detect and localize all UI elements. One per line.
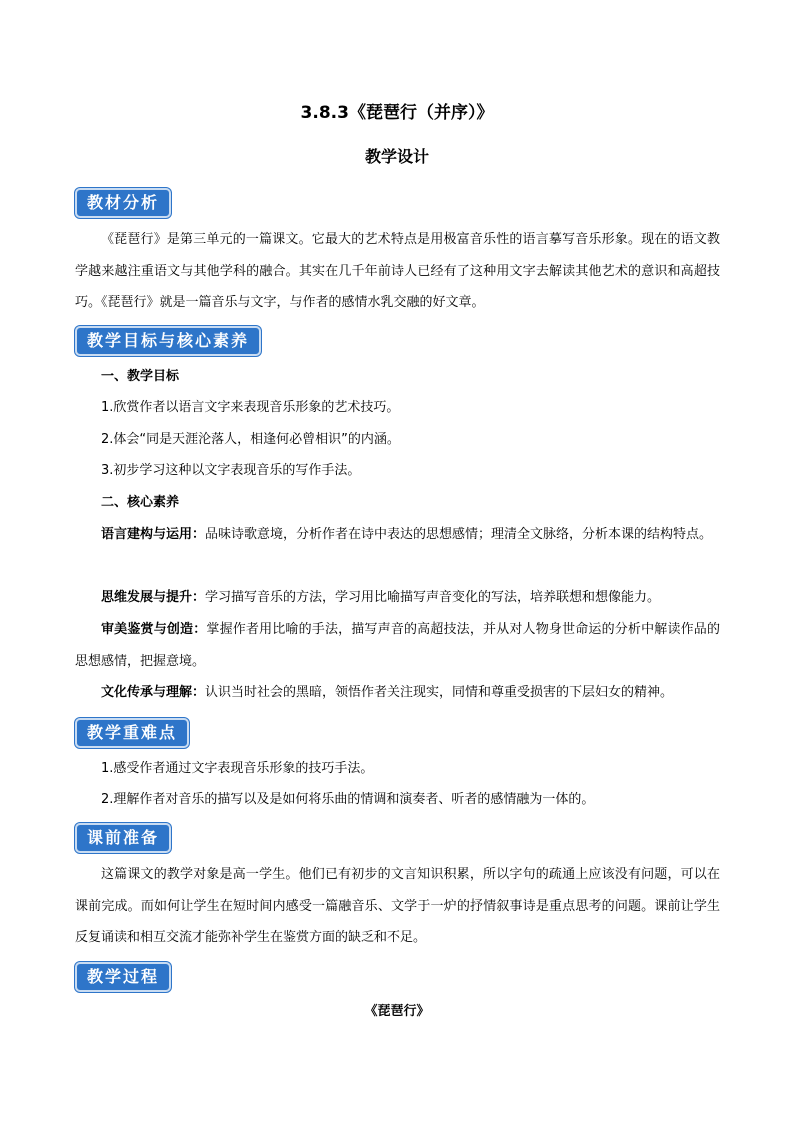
document-title: 3.8.3《琵琶行（并序）》 [300,103,494,123]
competency-text: 认识当时社会的黑暗，领悟作者关注现实，同情和尊重受损害的下层妇女的精神。 [205,685,674,700]
objectives-subheading-competencies: 二、核心素养 [101,495,180,510]
analysis-paragraph: 《琵琶行》是第三单元的一篇课文。它最大的艺术特点是用极富音乐性的语言摹写音乐形象。现在的语文教学越来越注重语文与其他学科的融合。其实在几千年前诗人已经有了这种用文字去解读其他艺术的意识和高超技巧。《琵琶行》就是一篇音乐与文字，与作者的感情水乳交融的好文章。 [75,232,720,310]
objectives-subheading-goals: 一、教学目标 [101,369,180,384]
competency-label: 审美鉴赏与创造： [101,622,207,637]
competency-text: 学习描写音乐的方法，学习用比喻描写声音变化的写法，培养联想和想像能力。 [205,590,661,605]
competency-item [75,519,720,551]
preparation-paragraph: 这篇课文的教学对象是高一学生。他们已有初步的文言知识积累，所以字句的疏通上应该没有问题，可以在课前完成。而如何让学生在短时间内感受一篇融音乐、文学于一炉的抒情叙事诗是重点思考的问题。课前让学生反复诵读和相互交流才能弥补学生在鉴赏方面的缺乏和不足。 [75,867,720,945]
goal-item: 1.欣赏作者以语言文字来表现音乐形象的艺术技巧。 [101,400,400,415]
competency-label: 文化传承与理解： [101,685,206,700]
competency-item [75,677,720,709]
section-banner-key-points: 教学重难点 [75,718,189,748]
competency-text: 品味诗歌意境，分析作者在诗中表达的思想感情；理清全文脉络，分析本课的结构特点。 [205,527,713,542]
goal-item: 3.初步学习这种以文字表现音乐的写作手法。 [101,463,361,478]
goal-item: 2.体会“同是天涯沦落人，相逢何必曾相识”的内涵。 [101,432,400,447]
competency-text: 掌握作者用比喻的手法，描写声音的高超技法，并从对人物身世命运的分析中解读作品的思想感情，把握意境。 [75,622,720,669]
competency-item [75,582,720,614]
section-banner-analysis: 教材分析 [75,188,171,218]
poem-title: 《琵琶行》 [364,1004,430,1019]
key-point-item: 1.感受作者通过文字表现音乐形象的技巧手法。 [101,761,374,776]
competency-item [75,614,720,677]
section-banner-preparation: 课前准备 [75,823,171,853]
document-subtitle: 教学设计 [364,147,429,166]
section-banner-process: 教学过程 [75,962,171,992]
competency-label: 语言建构与运用： [101,527,206,542]
key-point-item: 2.理解作者对音乐的描写以及是如何将乐曲的情调和演奏者、听者的感情融为一体的。 [101,792,595,807]
section-banner-objectives: 教学目标与核心素养 [75,326,261,356]
competency-label: 思维发展与提升： [101,590,206,605]
